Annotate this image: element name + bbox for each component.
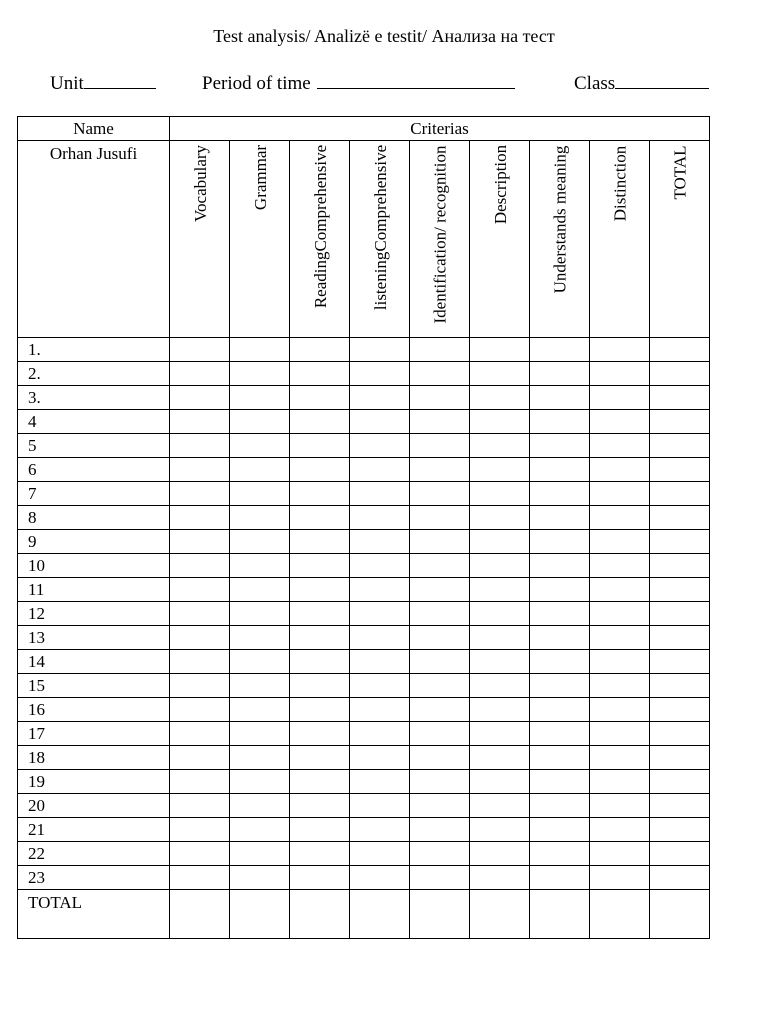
score-cell[interactable] bbox=[230, 626, 290, 650]
score-cell[interactable] bbox=[170, 722, 230, 746]
score-cell[interactable] bbox=[590, 650, 650, 674]
score-cell[interactable] bbox=[590, 698, 650, 722]
score-cell[interactable] bbox=[290, 722, 350, 746]
row-number: 23 bbox=[18, 866, 170, 890]
score-cell[interactable] bbox=[170, 482, 230, 506]
score-cell[interactable] bbox=[170, 578, 230, 602]
score-cell[interactable] bbox=[290, 434, 350, 458]
score-cell[interactable] bbox=[470, 698, 530, 722]
row-number: 22 bbox=[18, 842, 170, 866]
table-row bbox=[18, 578, 710, 602]
score-cell[interactable] bbox=[290, 338, 350, 362]
score-cell[interactable] bbox=[350, 362, 410, 386]
table-row bbox=[18, 866, 710, 890]
score-cell[interactable] bbox=[290, 410, 350, 434]
score-cell[interactable] bbox=[410, 362, 470, 386]
score-cell[interactable] bbox=[590, 578, 650, 602]
score-cell[interactable] bbox=[230, 842, 290, 866]
score-cell[interactable] bbox=[470, 338, 530, 362]
score-cell[interactable] bbox=[410, 770, 470, 794]
score-cell[interactable] bbox=[170, 434, 230, 458]
score-cell[interactable] bbox=[350, 770, 410, 794]
table-row bbox=[18, 650, 710, 674]
score-cell[interactable] bbox=[350, 698, 410, 722]
score-cell[interactable] bbox=[590, 722, 650, 746]
score-cell[interactable] bbox=[590, 362, 650, 386]
score-cell[interactable] bbox=[470, 626, 530, 650]
unit-blank-line bbox=[84, 72, 156, 89]
score-cell[interactable] bbox=[410, 410, 470, 434]
score-cell[interactable] bbox=[290, 794, 350, 818]
table-row bbox=[18, 530, 710, 554]
unit-field bbox=[50, 72, 156, 95]
score-cell[interactable] bbox=[350, 338, 410, 362]
score-cell[interactable] bbox=[350, 578, 410, 602]
row-number: 10 bbox=[18, 554, 170, 578]
row-number: 4 bbox=[18, 410, 170, 434]
score-cell[interactable] bbox=[230, 866, 290, 890]
score-cell[interactable] bbox=[590, 746, 650, 770]
class-field bbox=[574, 72, 709, 95]
criteria-label: Distinction bbox=[610, 145, 630, 221]
score-cell[interactable] bbox=[230, 794, 290, 818]
table-row bbox=[18, 626, 710, 650]
class-label: Class bbox=[574, 73, 616, 94]
total-cell[interactable] bbox=[350, 890, 410, 939]
table-row bbox=[18, 386, 710, 410]
score-cell[interactable] bbox=[350, 410, 410, 434]
score-cell[interactable] bbox=[530, 338, 590, 362]
criteria-header-cell bbox=[650, 141, 710, 338]
row-number: 5 bbox=[18, 434, 170, 458]
score-cell[interactable] bbox=[410, 842, 470, 866]
score-cell[interactable] bbox=[290, 866, 350, 890]
score-cell[interactable] bbox=[650, 362, 710, 386]
score-cell[interactable] bbox=[650, 434, 710, 458]
score-cell[interactable] bbox=[530, 698, 590, 722]
score-cell[interactable] bbox=[590, 410, 650, 434]
row-number: 14 bbox=[18, 650, 170, 674]
total-cell[interactable] bbox=[410, 890, 470, 939]
period-blank-line bbox=[317, 72, 515, 89]
score-cell[interactable] bbox=[350, 650, 410, 674]
criteria-label: TOTAL bbox=[670, 144, 690, 200]
score-cell[interactable] bbox=[170, 530, 230, 554]
score-cell[interactable] bbox=[290, 746, 350, 770]
score-cell[interactable] bbox=[530, 674, 590, 698]
score-cell[interactable] bbox=[530, 626, 590, 650]
table-row bbox=[18, 770, 710, 794]
score-cell[interactable] bbox=[590, 530, 650, 554]
score-cell[interactable] bbox=[410, 866, 470, 890]
score-cell[interactable] bbox=[410, 434, 470, 458]
table-row bbox=[18, 746, 710, 770]
score-cell[interactable] bbox=[350, 818, 410, 842]
score-cell[interactable] bbox=[410, 506, 470, 530]
period-label: Period of time bbox=[202, 73, 311, 94]
criteria-header-cell bbox=[410, 141, 470, 338]
score-cell[interactable] bbox=[410, 482, 470, 506]
total-cell[interactable] bbox=[470, 890, 530, 939]
score-cell[interactable] bbox=[350, 530, 410, 554]
score-cell[interactable] bbox=[650, 578, 710, 602]
score-cell[interactable] bbox=[590, 386, 650, 410]
score-cell[interactable] bbox=[470, 386, 530, 410]
score-cell[interactable] bbox=[410, 626, 470, 650]
score-cell[interactable] bbox=[230, 602, 290, 626]
score-cell[interactable] bbox=[170, 458, 230, 482]
score-cell[interactable] bbox=[290, 386, 350, 410]
table-row bbox=[18, 338, 710, 362]
score-cell[interactable] bbox=[410, 674, 470, 698]
score-cell[interactable] bbox=[350, 674, 410, 698]
score-cell[interactable] bbox=[470, 722, 530, 746]
score-cell[interactable] bbox=[410, 458, 470, 482]
score-cell[interactable] bbox=[230, 362, 290, 386]
score-cell[interactable] bbox=[530, 530, 590, 554]
score-cell[interactable] bbox=[290, 650, 350, 674]
unit-label: Unit bbox=[50, 73, 84, 94]
score-cell[interactable] bbox=[590, 506, 650, 530]
score-cell[interactable] bbox=[590, 602, 650, 626]
score-cell[interactable] bbox=[650, 602, 710, 626]
score-cell[interactable] bbox=[530, 506, 590, 530]
score-cell[interactable] bbox=[650, 386, 710, 410]
score-cell[interactable] bbox=[530, 434, 590, 458]
score-cell[interactable] bbox=[230, 458, 290, 482]
total-row-label: TOTAL bbox=[18, 890, 170, 939]
table-row bbox=[18, 434, 710, 458]
score-cell[interactable] bbox=[170, 386, 230, 410]
score-cell[interactable] bbox=[290, 842, 350, 866]
score-cell[interactable] bbox=[350, 842, 410, 866]
score-cell[interactable] bbox=[410, 578, 470, 602]
score-cell[interactable] bbox=[230, 554, 290, 578]
header-row bbox=[18, 117, 710, 141]
row-number: 1. bbox=[18, 338, 170, 362]
score-cell[interactable] bbox=[530, 794, 590, 818]
score-cell[interactable] bbox=[350, 746, 410, 770]
row-number: 3. bbox=[18, 386, 170, 410]
score-cell[interactable] bbox=[290, 626, 350, 650]
score-cell[interactable] bbox=[650, 458, 710, 482]
score-cell[interactable] bbox=[590, 866, 650, 890]
score-cell[interactable] bbox=[470, 362, 530, 386]
criteria-label: Understands meaning bbox=[550, 145, 570, 293]
score-cell[interactable] bbox=[590, 338, 650, 362]
score-cell[interactable] bbox=[350, 626, 410, 650]
criteria-label: Description bbox=[490, 144, 510, 225]
row-number: 19 bbox=[18, 770, 170, 794]
row-number: 8 bbox=[18, 506, 170, 530]
score-cell[interactable] bbox=[230, 650, 290, 674]
score-cell[interactable] bbox=[290, 506, 350, 530]
criteria-header-cell bbox=[170, 141, 230, 338]
score-cell[interactable] bbox=[470, 650, 530, 674]
table-row bbox=[18, 362, 710, 386]
row-number: 20 bbox=[18, 794, 170, 818]
score-cell[interactable] bbox=[410, 794, 470, 818]
score-cell[interactable] bbox=[530, 362, 590, 386]
criterias-header: Criterias bbox=[170, 117, 710, 141]
criteria-header-cell bbox=[470, 141, 530, 338]
score-cell[interactable] bbox=[290, 578, 350, 602]
row-number: 21 bbox=[18, 818, 170, 842]
score-cell[interactable] bbox=[650, 818, 710, 842]
score-cell[interactable] bbox=[470, 602, 530, 626]
table-row bbox=[18, 554, 710, 578]
row-number: 18 bbox=[18, 746, 170, 770]
score-cell[interactable] bbox=[170, 338, 230, 362]
total-cell[interactable] bbox=[230, 890, 290, 939]
score-cell[interactable] bbox=[650, 338, 710, 362]
score-cell[interactable] bbox=[470, 578, 530, 602]
score-cell[interactable] bbox=[410, 722, 470, 746]
table-row bbox=[18, 506, 710, 530]
score-cell[interactable] bbox=[410, 818, 470, 842]
score-cell[interactable] bbox=[650, 698, 710, 722]
score-cell[interactable] bbox=[650, 794, 710, 818]
score-cell[interactable] bbox=[650, 482, 710, 506]
row-number: 11 bbox=[18, 578, 170, 602]
score-cell[interactable] bbox=[650, 626, 710, 650]
score-cell[interactable] bbox=[350, 434, 410, 458]
table-row bbox=[18, 794, 710, 818]
total-row bbox=[18, 890, 710, 939]
score-cell[interactable] bbox=[470, 674, 530, 698]
row-number: 2. bbox=[18, 362, 170, 386]
score-cell[interactable] bbox=[290, 482, 350, 506]
score-cell[interactable] bbox=[170, 698, 230, 722]
score-cell[interactable] bbox=[350, 506, 410, 530]
score-cell[interactable] bbox=[290, 362, 350, 386]
score-cell[interactable] bbox=[650, 410, 710, 434]
score-cell[interactable] bbox=[410, 602, 470, 626]
score-cell[interactable] bbox=[410, 554, 470, 578]
score-cell[interactable] bbox=[650, 770, 710, 794]
row-number: 7 bbox=[18, 482, 170, 506]
score-cell[interactable] bbox=[650, 722, 710, 746]
score-cell[interactable] bbox=[230, 482, 290, 506]
score-cell[interactable] bbox=[170, 794, 230, 818]
score-cell[interactable] bbox=[350, 722, 410, 746]
total-cell[interactable] bbox=[650, 890, 710, 939]
row-number: 6 bbox=[18, 458, 170, 482]
score-cell[interactable] bbox=[410, 746, 470, 770]
score-cell[interactable] bbox=[230, 746, 290, 770]
row-number: 17 bbox=[18, 722, 170, 746]
score-cell[interactable] bbox=[530, 746, 590, 770]
class-blank-line bbox=[615, 72, 709, 89]
score-cell[interactable] bbox=[290, 770, 350, 794]
score-cell[interactable] bbox=[230, 674, 290, 698]
score-cell[interactable] bbox=[470, 818, 530, 842]
score-cell[interactable] bbox=[530, 458, 590, 482]
score-cell[interactable] bbox=[530, 842, 590, 866]
score-cell[interactable] bbox=[230, 698, 290, 722]
score-cell[interactable] bbox=[170, 602, 230, 626]
name-header: Name bbox=[18, 117, 170, 141]
score-cell[interactable] bbox=[470, 506, 530, 530]
total-cell[interactable] bbox=[290, 890, 350, 939]
criteria-header-cell bbox=[530, 141, 590, 338]
score-cell[interactable] bbox=[470, 866, 530, 890]
score-cell[interactable] bbox=[530, 722, 590, 746]
criteria-header-cell bbox=[230, 141, 290, 338]
score-cell[interactable] bbox=[230, 722, 290, 746]
score-cell[interactable] bbox=[530, 578, 590, 602]
score-cell[interactable] bbox=[470, 458, 530, 482]
table-row bbox=[18, 458, 710, 482]
score-cell[interactable] bbox=[470, 794, 530, 818]
score-cell[interactable] bbox=[230, 818, 290, 842]
page-title: Test analysis/ Analizë e testit/ Анализа на тест bbox=[213, 26, 555, 46]
period-field bbox=[202, 72, 515, 95]
score-cell[interactable] bbox=[530, 866, 590, 890]
score-cell[interactable] bbox=[410, 650, 470, 674]
score-cell[interactable] bbox=[470, 770, 530, 794]
student-name: Orhan Jusufi bbox=[18, 141, 170, 338]
score-cell[interactable] bbox=[530, 818, 590, 842]
score-cell[interactable] bbox=[650, 530, 710, 554]
score-cell[interactable] bbox=[230, 530, 290, 554]
score-cell[interactable] bbox=[350, 602, 410, 626]
score-cell[interactable] bbox=[350, 554, 410, 578]
table-row bbox=[18, 482, 710, 506]
analysis-table bbox=[17, 116, 710, 939]
score-cell[interactable] bbox=[650, 866, 710, 890]
score-cell[interactable] bbox=[530, 410, 590, 434]
score-cell[interactable] bbox=[230, 338, 290, 362]
score-cell[interactable] bbox=[650, 650, 710, 674]
criteria-row bbox=[18, 141, 710, 338]
score-cell[interactable] bbox=[350, 386, 410, 410]
score-cell[interactable] bbox=[230, 770, 290, 794]
score-cell[interactable] bbox=[230, 410, 290, 434]
table-row bbox=[18, 818, 710, 842]
total-cell[interactable] bbox=[530, 890, 590, 939]
table-row bbox=[18, 674, 710, 698]
score-cell[interactable] bbox=[350, 458, 410, 482]
score-cell[interactable] bbox=[290, 698, 350, 722]
score-cell[interactable] bbox=[590, 842, 650, 866]
criteria-label: Vocabulary bbox=[190, 144, 210, 223]
score-cell[interactable] bbox=[470, 482, 530, 506]
score-cell[interactable] bbox=[470, 842, 530, 866]
score-cell[interactable] bbox=[650, 554, 710, 578]
table-row bbox=[18, 842, 710, 866]
score-cell[interactable] bbox=[290, 530, 350, 554]
score-cell[interactable] bbox=[230, 434, 290, 458]
total-cell[interactable] bbox=[170, 890, 230, 939]
score-cell[interactable] bbox=[410, 338, 470, 362]
criteria-label: Identification/ recognition bbox=[430, 145, 450, 323]
score-cell[interactable] bbox=[170, 842, 230, 866]
score-cell[interactable] bbox=[590, 818, 650, 842]
score-cell[interactable] bbox=[290, 554, 350, 578]
score-cell[interactable] bbox=[230, 578, 290, 602]
row-number: 13 bbox=[18, 626, 170, 650]
score-cell[interactable] bbox=[230, 386, 290, 410]
row-number: 15 bbox=[18, 674, 170, 698]
row-number: 9 bbox=[18, 530, 170, 554]
table-row bbox=[18, 410, 710, 434]
score-cell[interactable] bbox=[290, 602, 350, 626]
table-row bbox=[18, 698, 710, 722]
score-cell[interactable] bbox=[590, 770, 650, 794]
score-cell[interactable] bbox=[590, 626, 650, 650]
score-cell[interactable] bbox=[410, 386, 470, 410]
score-cell[interactable] bbox=[170, 770, 230, 794]
score-cell[interactable] bbox=[170, 866, 230, 890]
total-cell[interactable] bbox=[590, 890, 650, 939]
score-cell[interactable] bbox=[170, 818, 230, 842]
score-cell[interactable] bbox=[470, 410, 530, 434]
score-cell[interactable] bbox=[470, 434, 530, 458]
score-cell[interactable] bbox=[350, 866, 410, 890]
score-cell[interactable] bbox=[170, 362, 230, 386]
score-cell[interactable] bbox=[590, 674, 650, 698]
criteria-header-cell bbox=[350, 141, 410, 338]
criteria-header-cell bbox=[290, 141, 350, 338]
score-cell[interactable] bbox=[650, 674, 710, 698]
score-cell[interactable] bbox=[530, 482, 590, 506]
score-cell[interactable] bbox=[170, 506, 230, 530]
score-cell[interactable] bbox=[170, 650, 230, 674]
score-cell[interactable] bbox=[530, 770, 590, 794]
criteria-label: listeningComprehensive bbox=[370, 144, 390, 311]
score-cell[interactable] bbox=[170, 626, 230, 650]
score-cell[interactable] bbox=[170, 554, 230, 578]
criteria-label: ReadingComprehensive bbox=[310, 144, 330, 309]
score-cell[interactable] bbox=[170, 746, 230, 770]
score-cell[interactable] bbox=[530, 554, 590, 578]
score-cell[interactable] bbox=[350, 794, 410, 818]
score-cell[interactable] bbox=[590, 458, 650, 482]
score-cell[interactable] bbox=[650, 506, 710, 530]
score-cell[interactable] bbox=[470, 554, 530, 578]
score-cell[interactable] bbox=[470, 746, 530, 770]
score-cell[interactable] bbox=[530, 602, 590, 626]
score-cell[interactable] bbox=[650, 746, 710, 770]
score-cell[interactable] bbox=[470, 530, 530, 554]
score-cell[interactable] bbox=[290, 458, 350, 482]
score-cell[interactable] bbox=[650, 842, 710, 866]
score-cell[interactable] bbox=[530, 386, 590, 410]
score-cell[interactable] bbox=[410, 530, 470, 554]
criteria-label: Grammar bbox=[250, 144, 270, 211]
score-cell[interactable] bbox=[290, 674, 350, 698]
score-cell[interactable] bbox=[590, 554, 650, 578]
score-cell[interactable] bbox=[590, 482, 650, 506]
score-cell[interactable] bbox=[350, 482, 410, 506]
table-row bbox=[18, 722, 710, 746]
row-number: 12 bbox=[18, 602, 170, 626]
score-cell[interactable] bbox=[230, 506, 290, 530]
score-cell[interactable] bbox=[290, 818, 350, 842]
row-number: 16 bbox=[18, 698, 170, 722]
score-cell[interactable] bbox=[170, 410, 230, 434]
score-cell[interactable] bbox=[170, 674, 230, 698]
table-row bbox=[18, 602, 710, 626]
score-cell[interactable] bbox=[410, 698, 470, 722]
score-cell[interactable] bbox=[530, 650, 590, 674]
score-cell[interactable] bbox=[590, 434, 650, 458]
score-cell[interactable] bbox=[590, 794, 650, 818]
criteria-header-cell bbox=[590, 141, 650, 338]
